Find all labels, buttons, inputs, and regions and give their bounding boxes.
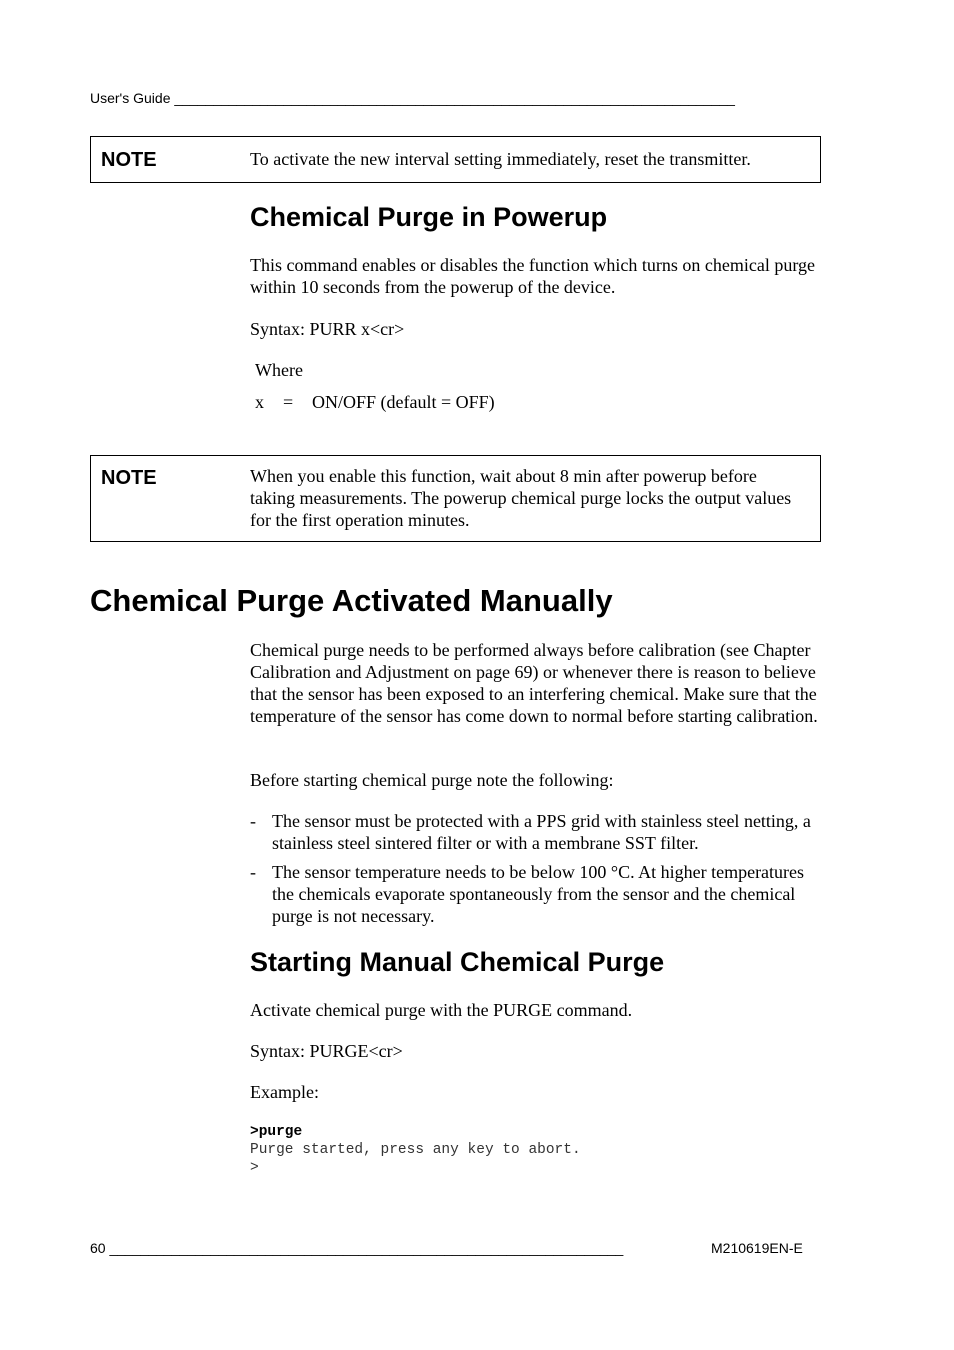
param-description: ON/OFF (default = OFF) [312, 392, 495, 412]
list-item-text: The sensor temperature needs to be below 100 °C. At higher temperatures the chemicals evaporate spontaneously from the sensor and the chemical purge is not necessary. [272, 862, 805, 926]
document-id: M210619EN-E [711, 1240, 803, 1256]
list-item [250, 810, 820, 854]
chapter-heading: Chemical Purge Activated Manually [90, 583, 613, 618]
paragraph: Chemical purge needs to be performed always before calibration (see Chapter Calibration and Adjustment on page 69) or whenever there is reason to believe that the sensor has been exposed to an interfering chemical. Make sure that the temperature of the sensor has come down to normal before starting calibration. [250, 640, 818, 726]
note-label: NOTE [101, 149, 157, 171]
note-text: To activate the new interval setting immediately, reset the transmitter. [250, 149, 751, 169]
paragraph: Before starting chemical purge note the following: [250, 770, 614, 790]
paragraph: This command enables or disables the function which turns on chemical purge within 10 seconds from the powerup of the device. [250, 255, 816, 297]
param-name: x [255, 392, 264, 412]
note-label: NOTE [101, 467, 157, 489]
code-command: >purge [250, 1124, 303, 1140]
code-response: Purge started, press any key to abort. [250, 1142, 581, 1158]
code-prompt: > [250, 1160, 259, 1176]
bullet-dash: - [250, 862, 256, 882]
page-number: 60 __________________________________________________________________ [90, 1240, 624, 1256]
section-heading: Starting Manual Chemical Purge [250, 947, 665, 977]
note-box [90, 455, 821, 542]
syntax-line: Syntax: PURR x<cr> [250, 319, 405, 339]
example-label: Example: [250, 1082, 319, 1102]
page-header: User's Guide ________________________________________________________________________ [90, 90, 735, 106]
param-equals: = [283, 392, 294, 412]
where-label: Where [255, 360, 303, 380]
section-heading: Chemical Purge in Powerup [250, 202, 608, 232]
list-item-text: The sensor must be protected with a PPS grid with stainless steel netting, a stainless steel sintered filter or with a membrane SST filter. [272, 811, 811, 853]
bullet-dash: - [250, 811, 256, 831]
paragraph: Activate chemical purge with the PURGE command. [250, 1000, 633, 1020]
syntax-line: Syntax: PURGE<cr> [250, 1041, 403, 1061]
list-item [250, 861, 820, 927]
note-text: When you enable this function, wait about 8 min after powerup before taking measurements. The powerup chemical purge locks the output values for the first operation minutes. [250, 466, 792, 530]
note-box [90, 136, 821, 183]
